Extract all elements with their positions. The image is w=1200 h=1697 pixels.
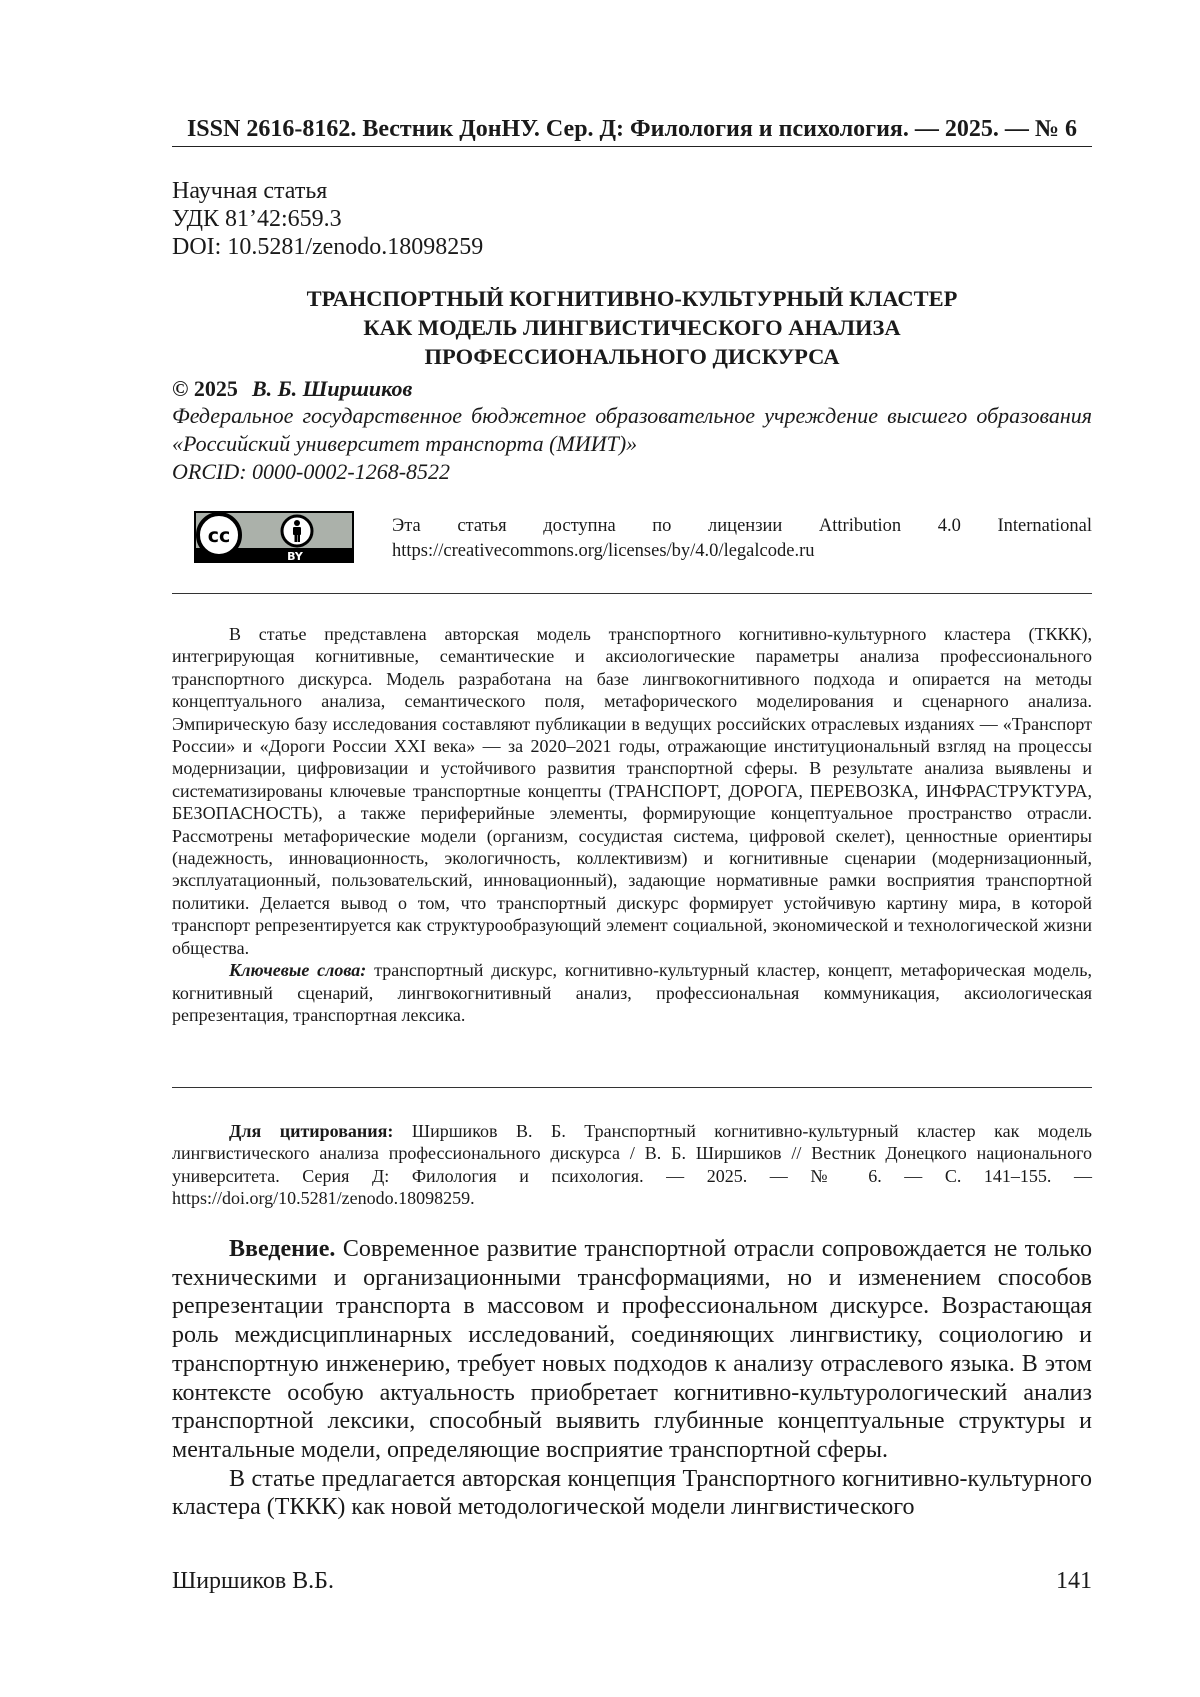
article-meta (172, 177, 483, 261)
intro-paragraph (172, 1235, 1092, 1465)
intro-label: Введение. (229, 1236, 336, 1262)
footer-author: Ширшиков В.Б. (172, 1568, 334, 1594)
author-name: В. Б. Ширшиков (251, 376, 413, 401)
by-badge-label: BY (287, 550, 303, 563)
license-url[interactable]: https://creativecommons.org/licenses/by/4.0/legalcode.ru (392, 541, 815, 561)
header-rule (172, 146, 1092, 147)
license-statement: Эта статья доступна по лицензии Attribution 4.0 International (392, 516, 1092, 536)
citation-label: Для цитирования: (229, 1121, 394, 1141)
intro-text: Современное развитие транспортной отрасли сопровождается не только техническими и организационными трансформациями, но и изменением способов репрезентации транспорта в массовом и профессиональном дискурсе. Возрастающая роль междисциплинарных исследований, соединяющих лингвистику, социологию и транспортную инженерию, требует новых подходов к анализу отраслевого языка. В этом контексте особую актуальность приобретает когнитивно-культурологический анализ транспортной лексики, способный выявить глубинные концептуальные структуры и ментальные модели, определяющие восприятие транспортной сферы. (172, 1236, 1092, 1463)
abstract-bottom-rule (172, 1087, 1092, 1088)
cc-by-license-badge[interactable] (194, 511, 354, 563)
title-line-1: ТРАНСПОРТНЫЙ КОГНИТИВНО-КУЛЬТУРНЫЙ КЛАСТЕР (306, 286, 958, 311)
article-title (172, 284, 1092, 371)
title-line-3: ПРОФЕССИОНАЛЬНОГО ДИСКУРСА (424, 344, 840, 369)
cc-icon (198, 514, 240, 556)
attribution-person-icon (282, 516, 312, 546)
copyright: © 2025 (172, 376, 238, 401)
orcid: ORCID: 0000-0002-1268-8522 (172, 459, 451, 484)
cc-badge-label: cc (207, 525, 231, 547)
body-paragraph-2: В статье предлагается авторская концепция Транспортного когнитивно-культурного кластера (ТККК) как новой методологической модели лингвистического (172, 1465, 1092, 1521)
keywords (172, 959, 1092, 1026)
article-body (172, 1235, 1092, 1522)
keywords-text: транспортный дискурс, когнитивно-культурный кластер, концепт, метафорическая модель, когнитивный сценарий, лингвокогнитивный анализ, профессиональная коммуникация, аксиологическая репрезентация, транспортная лексика. (172, 960, 1092, 1025)
author-affiliation (172, 402, 1092, 486)
title-line-2: КАК МОДЕЛЬ ЛИНГВИСТИЧЕСКОГО АНАЛИЗА (363, 315, 901, 340)
license-notice (392, 514, 1092, 564)
citation-block (172, 1120, 1092, 1210)
affiliation-text: Федеральное государственное бюджетное образовательное учреждение высшего образования «Российский университет транспорта (МИИТ)» (172, 403, 1092, 456)
citation-text: Ширшиков В. Б. Транспортный когнитивно-культурный кластер как модель лингвистического анализа профессионального дискурса / В. Б. Ширшиков // Вестник Донецкого национального университета. Серия Д: Филология и психология. — 2025. — № 6. — С. 141–155. — https://doi.org/10.5281/zenodo.18098259. (172, 1121, 1093, 1209)
doi: DOI: 10.5281/zenodo.18098259 (172, 234, 484, 260)
running-header: ISSN 2616-8162. Вестник ДонНУ. Сер. Д: Филология и психология. — 2025. — № 6 (186, 116, 1078, 142)
page-number: 141 (1056, 1568, 1092, 1594)
udk: УДК 81’42:659.3 (172, 206, 342, 232)
keywords-label: Ключевые слова: (229, 960, 367, 981)
article-type: Научная статья (172, 178, 328, 204)
abstract-block (172, 623, 1092, 1026)
abstract-top-rule (172, 593, 1092, 594)
author-line (172, 376, 412, 402)
abstract-text: В статье представлена авторская модель транспортного когнитивно-культурного кластера (ТККК), интегрирующая когнитивные, семантические и аксиологические параметры анализа профессионального транспортного дискурса. Модель разработана на базе лингвокогнитивного подхода и опирается на методы концептуального анализа, семантического поля, метафорического моделирования и сценарного анализа. Эмпирическую базу исследования составляют публикации в ведущих российских отраслевых изданиях — «Транспорт России» и «Дороги России XXI века» — за 2020–2021 годы, отражающие институциональный взгляд на процессы модернизации, цифровизации и устойчивого развития транспортной сферы. В результате анализа выявлены и систематизированы ключевые транспортные концепты (ТРАНСПОРТ, ДОРОГА, ПЕРЕВОЗКА, ИНФРАСТРУКТУРА, БЕЗОПАСНОСТЬ), а также периферийные элементы, формирующие концептуальное пространство отрасли. Рассмотрены метафорические модели (организм, сосудистая система, цифровой скелет), ценностные ориентиры (надежность, инновационность, экологичность, коллективизм) и когнитивные сценарии (модернизационный, эксплуатационный, пользовательский, инновационный), задающие нормативные рамки восприятия транспортной политики. Делается вывод о том, что транспортный дискурс формирует устойчивую картину мира, в которой транспорт репрезентируется как структурообразующий элемент социальной, экономической и технологической жизни общества. (172, 624, 1092, 958)
